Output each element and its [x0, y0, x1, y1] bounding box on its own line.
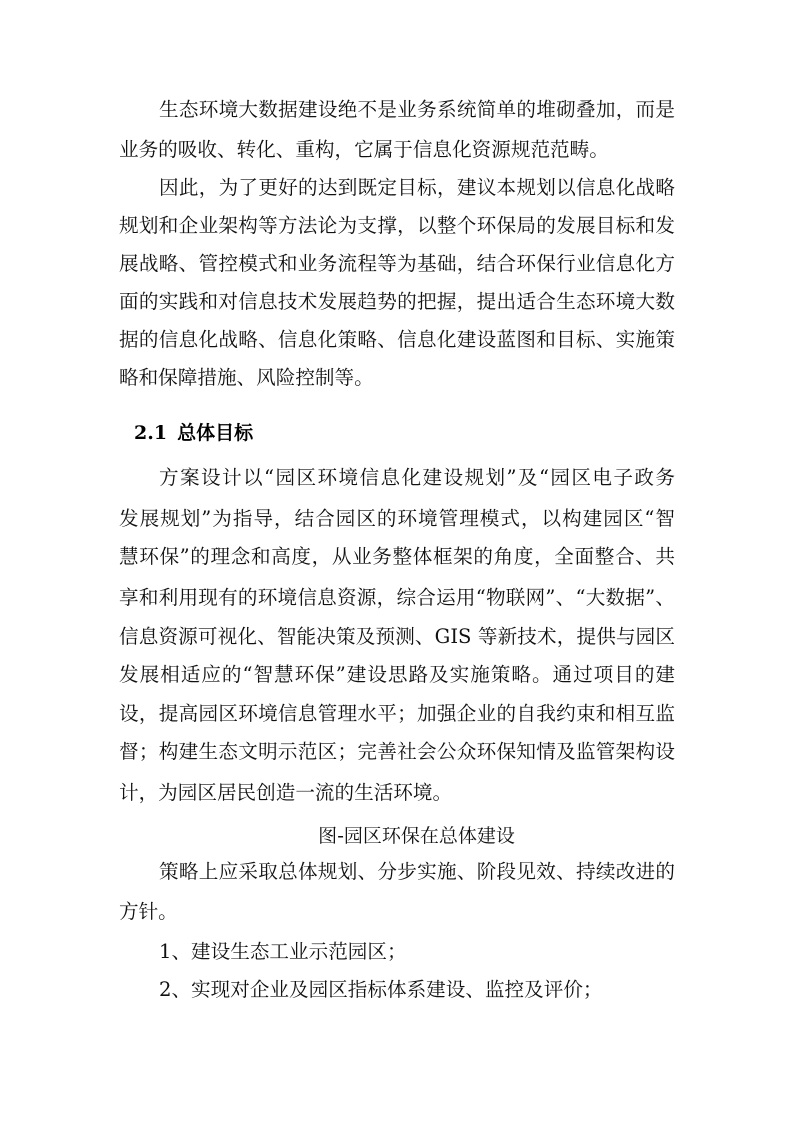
paragraph-1-line-2: 业务的吸收、转化、重构，它属于信息化资源规范范畴。	[119, 138, 609, 161]
paragraph-1-line-1: 生态环境大数据建设绝不是业务系统简单的堆砌叠加，而是	[159, 98, 675, 121]
section-heading	[134, 421, 253, 445]
section-paragraph-line-7: 设，提高园区环境信息管理水平；加强企业的自我约束和相互监	[119, 702, 675, 725]
list-item: 1、建设生态工业示范园区；	[159, 940, 407, 963]
paragraph-2-line-3: 展战略、管控模式和业务流程等为基础，结合环保行业信息化方	[119, 252, 675, 275]
paragraph-2-line-4: 面的实践和对信息技术发展趋势的把握，提出适合生态环境大数	[119, 290, 675, 313]
section-paragraph-line-6: 发展相适应的“智慧环保”建设思路及实施策略。通过项目的建	[119, 663, 675, 686]
paragraph-2-line-5: 据的信息化战略、信息化策略、信息化建设蓝图和目标、实施策	[119, 328, 675, 351]
section-paragraph-line-1: 方案设计以“园区环境信息化建设规划”及“园区电子政务	[159, 466, 675, 489]
section-paragraph-line-8: 督；构建生态文明示范区；完善社会公众环保知情及监管架构设	[119, 740, 675, 763]
figure-caption: 图-园区环保在总体建设	[318, 825, 515, 847]
paragraph-2-line-6: 略和保障措施、风险控制等。	[119, 366, 374, 389]
section-title: 总体目标	[177, 422, 254, 444]
section-paragraph-line-3: 慧环保”的理念和高度，从业务整体框架的角度，全面整合、共	[119, 545, 675, 568]
strategy-paragraph-line-2: 方针。	[119, 900, 178, 923]
paragraph-2-line-1: 因此，为了更好的达到既定目标，建议本规划以信息化战略	[159, 176, 675, 199]
section-paragraph-line-2: 发展规划”为指导，结合园区的环境管理模式，以构建园区“智	[119, 507, 675, 530]
strategy-paragraph-line-1: 策略上应采取总体规划、分步实施、阶段见效、持续改进的	[159, 860, 675, 883]
section-paragraph-line-9: 计，为园区居民创造一流的生活环境。	[119, 781, 453, 804]
section-number: 2.1	[134, 422, 168, 444]
section-paragraph-line-4: 享和利用现有的环境信息资源，综合运用“物联网”、“大数据”、	[119, 586, 675, 609]
list-item: 2、实现对企业及园区指标体系建设、监控及评价；	[159, 978, 603, 1001]
paragraph-2-line-2: 规划和企业架构等方法论为支撑，以整个环保局的发展目标和发	[119, 214, 675, 237]
section-paragraph-line-5: 信息资源可视化、智能决策及预测、GIS 等新技术，提供与园区	[119, 625, 675, 648]
